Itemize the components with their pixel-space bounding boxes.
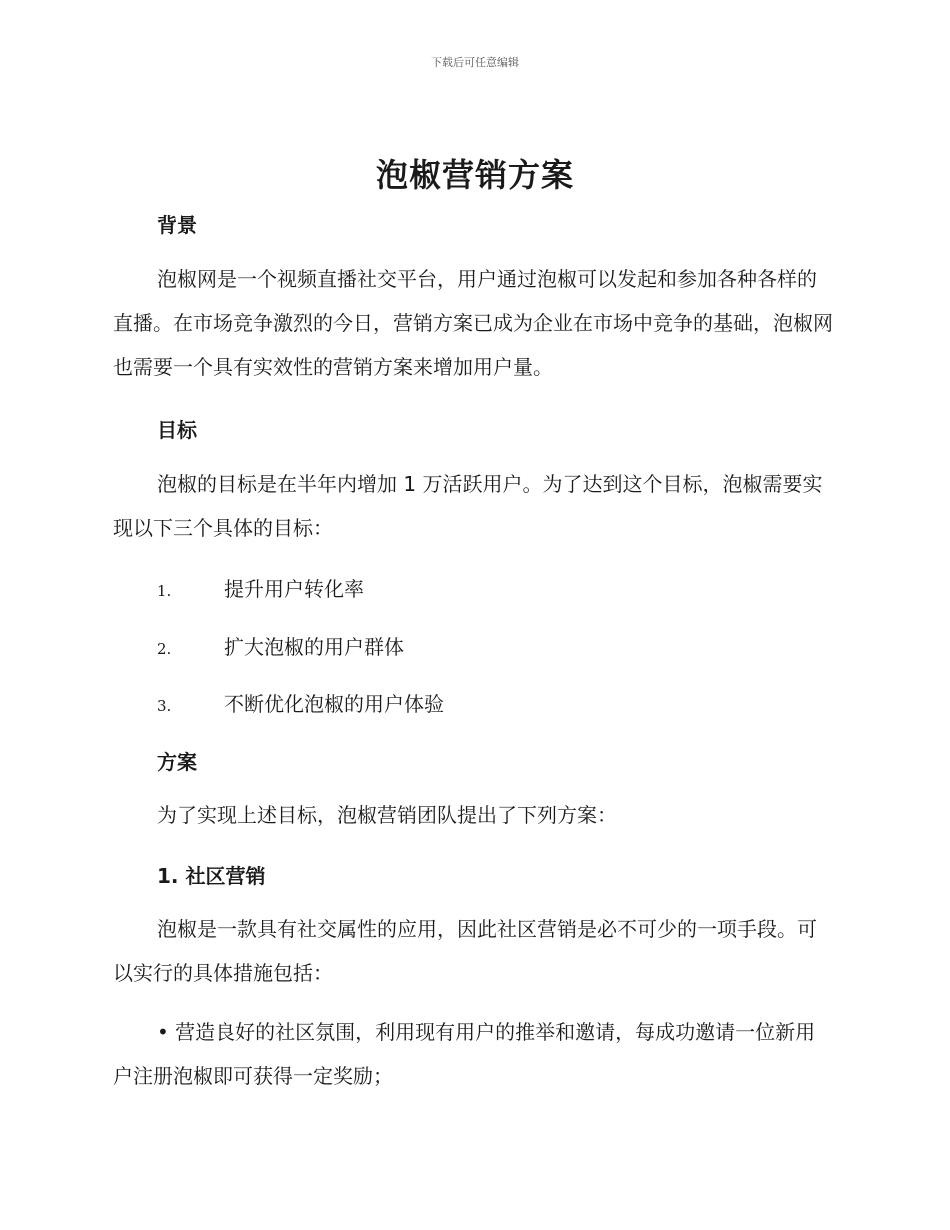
- paragraph-background: 泡椒网是一个视频直播社交平台，用户通过泡椒可以发起和参加各种各样的直播。在市场竞争激烈的今日，营销方案已成为企业在市场中竞争的基础，泡椒网也需要一个具有实效性的营销方案来增加用户量。: [113, 267, 833, 379]
- page-title: 泡椒营销方案: [375, 156, 574, 194]
- header-note: 下载后可任意编辑: [431, 56, 519, 69]
- list-text: 不断优化泡椒的用户体验: [224, 692, 444, 716]
- paragraph-community: 泡椒是一款具有社交属性的应用，因此社区营销是必不可少的一项手段。可以实行的具体措施包括：: [113, 917, 817, 985]
- list-number: 2.: [157, 640, 172, 658]
- list-item: [113, 573, 877, 602]
- list-text: 扩大泡椒的用户群体: [224, 635, 404, 659]
- section-heading-plan: 方案: [157, 750, 197, 774]
- list-number: 3.: [157, 697, 172, 715]
- section-heading-background: 背景: [157, 213, 197, 237]
- list-number: 1.: [157, 582, 172, 600]
- list-text: 提升用户转化率: [224, 577, 364, 601]
- paragraph-goals: 泡椒的目标是在半年内增加 1 万活跃用户。为了达到这个目标，泡椒需要实现以下三个具体的目标：: [113, 472, 823, 540]
- list-item: [113, 688, 877, 717]
- list-item: [113, 631, 877, 660]
- bullet-community: • 营造良好的社区氛围，利用现有用户的推举和邀请，每成功邀请一位新用户注册泡椒即可获得一定奖励；: [113, 1020, 816, 1088]
- paragraph-plan: 为了实现上述目标，泡椒营销团队提出了下列方案：: [157, 803, 617, 827]
- section-heading-goals: 目标: [157, 418, 197, 442]
- section-heading-community: 1. 社区营销: [157, 864, 266, 888]
